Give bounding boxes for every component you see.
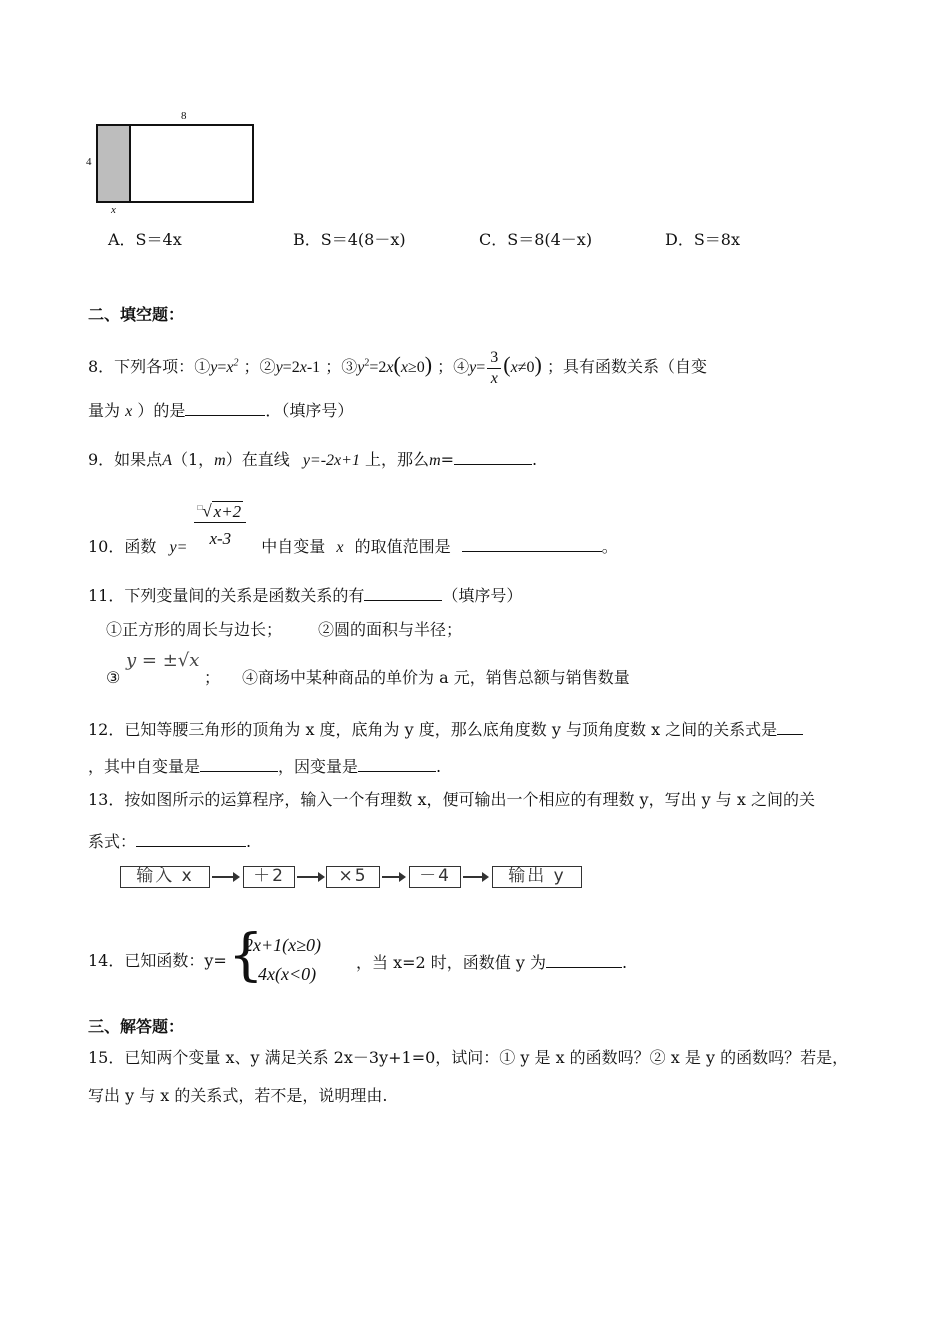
flow-plus-2-box: ＋2: [243, 866, 295, 888]
question-9: [88, 448, 537, 471]
q8-answer-blank[interactable]: [185, 399, 265, 416]
q9-f: .: [532, 450, 538, 469]
option-a: A．S＝4x: [108, 230, 182, 249]
rectangle-figure: [88, 108, 268, 220]
q14-case-1: 2x+1(x≥0): [244, 935, 321, 955]
flow-output-box: 输出 y: [492, 866, 582, 888]
q8-line2-a: 量为: [88, 401, 121, 420]
q8-item3-eq: $y^2=2x(x\ge 0)$: [357, 352, 433, 378]
q11-item2: ②圆的面积与半径；: [318, 620, 463, 639]
q10-answer-blank[interactable]: [462, 535, 602, 552]
q8-item1-marker: ①: [194, 357, 211, 377]
question-8-line1: [88, 348, 707, 389]
q9-d: 上，那么: [365, 450, 430, 469]
question-13-line2: [88, 830, 251, 852]
q10-denominator: x-3: [209, 528, 232, 548]
label-left-4: 4: [86, 156, 92, 168]
q12-line2-c: .: [436, 757, 442, 776]
question-15-line1: 15．已知两个变量 x、y 满足关系 2x－3y+1=0，试问：① y 是 x 的函数吗？② x 是 y 的函数吗？若是，: [88, 1048, 849, 1067]
q10-fraction: [194, 498, 246, 549]
q14-a: 14．已知函数：y=: [88, 951, 227, 970]
q10-numerator: □√ x+2: [194, 498, 246, 523]
q9-b: （1，: [171, 450, 215, 469]
option-d: D．S＝8x: [665, 230, 740, 249]
option-c: C．S＝8(4－x): [479, 230, 593, 249]
q10-y: y=: [169, 538, 188, 556]
q12-blank-relation[interactable]: [777, 718, 803, 735]
question-14-tail: [356, 951, 627, 973]
q8-item4-marker: ；④: [437, 357, 470, 377]
q9-m2: m: [429, 452, 441, 469]
section-fill-in-title: 二、填空题：: [88, 305, 185, 324]
q8-item2-marker: ；②: [243, 357, 276, 377]
q11-line1: 11．下列变量间的关系是函数关系的有: [88, 586, 365, 605]
label-top-8: 8: [181, 110, 187, 122]
question-15-line2: 写出 y 与 x 的关系式，若不是，说明理由.: [88, 1086, 388, 1105]
q8-item3-marker: ；③: [325, 357, 358, 377]
q12-line1: 12．已知等腰三角形的顶角为 x 度，底角为 y 度，那么底角度数 y 与顶角度数 x 之间的关系式是: [88, 720, 778, 739]
label-bottom-x: x: [111, 204, 116, 216]
q8-item2-eq: y=2x-1: [275, 359, 321, 377]
q12-blank-independent[interactable]: [200, 755, 278, 772]
q14-b: ，当 x=2 时，函数值 y 为: [356, 953, 546, 972]
q12-line2-b: ，因变量是: [278, 757, 359, 776]
q8-line2-c: ．（填序号）: [265, 401, 354, 420]
q10-a: 10．函数: [88, 536, 157, 556]
q8-var-x: x: [125, 403, 133, 420]
q8-tail: ；具有函数关系（自变: [546, 357, 707, 377]
q11-item4: ④商场中某种商品的单价为 a 元，销售总额与销售数量: [242, 668, 630, 687]
q10-radicand: x+2: [213, 501, 242, 521]
section-solve-title: 三、解答题：: [88, 1017, 185, 1036]
q11-answer-blank[interactable]: [364, 584, 442, 601]
flow-input-box: 输入 x: [120, 866, 210, 888]
flow-arrow-4: [463, 876, 487, 878]
q11-item1: ①正方形的周长与边长；: [106, 620, 283, 639]
q11-item3-equation: y = ±√x: [126, 650, 200, 671]
q11-item3-tail: ；: [204, 668, 221, 687]
q9-answer-blank[interactable]: [454, 448, 532, 465]
question-12-line2: [88, 755, 441, 777]
q11-item3: ③: [106, 668, 121, 687]
q13-line2-a: 系式：: [88, 832, 137, 851]
q9-m: m: [214, 452, 226, 469]
q9-a: 9．如果点: [88, 450, 163, 469]
q13-line2-b: .: [246, 832, 252, 851]
q10-b: 中自变量: [261, 536, 326, 556]
question-11-line1: [88, 584, 522, 606]
q10-d: 。: [601, 536, 618, 556]
q14-case-2: 4x(x<0): [258, 964, 317, 984]
question-10: [88, 500, 618, 560]
flow-minus-4-box: －4: [409, 866, 461, 888]
q14-brace: {: [228, 923, 264, 988]
q8-line2-b: ）的是: [137, 401, 186, 420]
flow-arrow-3: [382, 876, 404, 878]
q12-line2-a: ，其中自变量是: [88, 757, 201, 776]
flow-times-5-box: ×5: [326, 866, 380, 888]
q8-lead: 8．下列各项：: [88, 357, 195, 377]
question-13-line1: 13．按如图所示的运算程序，输入一个有理数 x，便可输出一个相应的有理数 y，写出 y 与 x 之间的关: [88, 790, 816, 809]
q9-c: ）在直线: [225, 450, 290, 469]
flow-arrow-2: [297, 876, 323, 878]
q12-blank-dependent[interactable]: [358, 755, 436, 772]
q8-item1-eq: $y=x^2$: [210, 357, 239, 377]
q9-e: =: [440, 450, 455, 469]
question-8-line2: [88, 399, 353, 422]
q14-answer-blank[interactable]: [546, 951, 622, 968]
q9-line-eq: y=-2x+1: [302, 452, 360, 469]
q13-answer-blank[interactable]: [136, 830, 246, 847]
option-b: B．S＝4(8－x): [293, 230, 406, 249]
q10-var: x: [336, 538, 344, 556]
q9-point-a: A: [162, 452, 172, 469]
q11-line1-tail: （填序号）: [442, 586, 523, 605]
q8-item4-eq: y= $\frac{3}{x}$ (x≠0): [469, 349, 542, 387]
q14-c: .: [622, 953, 628, 972]
q10-root-index: □: [197, 503, 203, 512]
question-12-line1: [88, 718, 803, 740]
q10-c: 的取值范围是: [354, 536, 451, 556]
flow-arrow-1: [212, 876, 238, 878]
